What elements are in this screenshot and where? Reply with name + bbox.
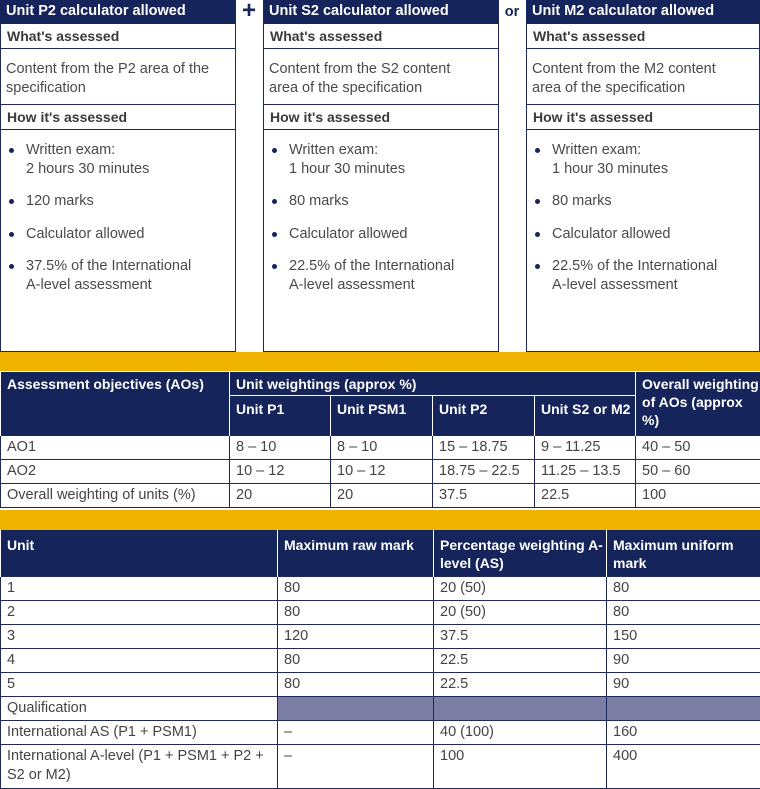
- ao-row: [1, 460, 760, 484]
- weight-line-1: 22.5% of the International: [289, 257, 454, 276]
- marks-table: [0, 530, 760, 789]
- bullet-icon: [535, 199, 540, 204]
- divider: [264, 104, 498, 105]
- bullet-icon: [535, 232, 540, 237]
- divider: [264, 48, 498, 49]
- how-assessed-label: How it's assessed: [270, 109, 390, 125]
- weight-line-1: 22.5% of the International: [552, 257, 717, 276]
- content-line-1: Content from the P2 area of the: [6, 60, 209, 79]
- unit-row: [1, 624, 760, 648]
- subheader-p2: Unit P2: [433, 396, 535, 436]
- divider: [1, 104, 235, 105]
- divider: [527, 104, 759, 105]
- unit-cell: 4: [1, 648, 278, 672]
- unit-cell: 80: [278, 648, 434, 672]
- divider: [1, 48, 235, 49]
- unit-card: [263, 24, 499, 352]
- unit-cell: 80: [278, 672, 434, 696]
- exam-line-1: Written exam:: [552, 141, 641, 160]
- qualification-detail-row: [1, 720, 760, 744]
- exam-line-2: 1 hour 30 minutes: [552, 160, 668, 179]
- ao-cell: 11.25 – 13.5: [535, 460, 636, 484]
- exam-line-2: 1 hour 30 minutes: [289, 160, 405, 179]
- unit-row: [1, 600, 760, 624]
- header-unit: Unit: [1, 530, 278, 576]
- unit-cell: 2: [1, 600, 278, 624]
- weightings-header: Unit weightings (approx %): [230, 372, 636, 396]
- weight-line-2: A-level assessment: [552, 276, 678, 295]
- ao-cell: 20: [230, 484, 331, 508]
- unit-cell: 1: [1, 576, 278, 600]
- exam-line-1: Written exam:: [26, 141, 115, 160]
- qualification-label: Qualification: [1, 696, 278, 720]
- qualification-cell: 400: [607, 744, 760, 788]
- ao-header: Assessment objectives (AOs): [1, 372, 230, 436]
- how-assessed-label: How it's assessed: [7, 109, 127, 125]
- bullet-icon: [272, 148, 277, 153]
- divider: [1, 129, 235, 130]
- unit-cell: 80: [607, 600, 760, 624]
- bullet-icon: [272, 264, 277, 269]
- ao-cell: 10 – 12: [230, 460, 331, 484]
- bullet-icon: [9, 264, 14, 269]
- ao-cell: 10 – 12: [331, 460, 433, 484]
- unit-cell: 20 (50): [434, 576, 607, 600]
- calculator-text: Calculator allowed: [289, 225, 407, 244]
- unit-card: [526, 24, 760, 352]
- qualification-cell: 100: [434, 744, 607, 788]
- content-line-2: specification: [6, 79, 86, 98]
- unit-cell: 22.5: [434, 648, 607, 672]
- ao-cell: 50 – 60: [636, 460, 760, 484]
- ao-cell: 18.75 – 22.5: [433, 460, 535, 484]
- unit-cell: 80: [607, 576, 760, 600]
- how-assessed-label: How it's assessed: [533, 109, 653, 125]
- unit-row: [1, 576, 760, 600]
- qualification-cell: –: [278, 720, 434, 744]
- header-max-raw: Maximum raw mark: [278, 530, 434, 576]
- qualification-cell: International AS (P1 + PSM1): [1, 720, 278, 744]
- ao-cell: 40 – 50: [636, 436, 760, 460]
- weight-line-2: A-level assessment: [26, 276, 152, 295]
- unit-card: [0, 24, 236, 352]
- or-symbol: or: [499, 2, 525, 22]
- unit-cell: 20 (50): [434, 600, 607, 624]
- divider-band-2: [0, 510, 760, 530]
- card-title: Unit M2 calculator allowed: [526, 0, 760, 24]
- exam-line-2: 2 hours 30 minutes: [26, 160, 149, 179]
- ao-cell: AO1: [1, 436, 230, 460]
- ao-cell: AO2: [1, 460, 230, 484]
- ao-row: [1, 436, 760, 460]
- qualification-cell: –: [278, 744, 434, 788]
- marks-text: 120 marks: [26, 192, 94, 211]
- unit-cell: 90: [607, 672, 760, 696]
- qualification-shaded-cell: [434, 696, 607, 720]
- qualification-shaded-cell: [607, 696, 760, 720]
- bullet-icon: [272, 232, 277, 237]
- unit-row: [1, 672, 760, 696]
- unit-cell: 3: [1, 624, 278, 648]
- header-max-uniform: Maximum uniform mark: [607, 530, 760, 576]
- subheader-s2-m2: Unit S2 or M2: [535, 396, 636, 436]
- divider: [264, 129, 498, 130]
- ao-cell: 37.5: [433, 484, 535, 508]
- unit-row: [1, 648, 760, 672]
- bullet-icon: [9, 199, 14, 204]
- unit-cell: 5: [1, 672, 278, 696]
- ao-table: [0, 371, 760, 508]
- ao-cell: 20: [331, 484, 433, 508]
- ao-cell: 100: [636, 484, 760, 508]
- qualification-cell: 40 (100): [434, 720, 607, 744]
- marks-text: 80 marks: [289, 192, 349, 211]
- whats-assessed-label: What's assessed: [533, 28, 645, 44]
- ao-cell: 8 – 10: [331, 436, 433, 460]
- subheader-psm1: Unit PSM1: [331, 396, 433, 436]
- weight-line-2: A-level assessment: [289, 276, 415, 295]
- overall-header: Overall weighting of AOs (approx %): [636, 372, 760, 436]
- weight-line-1: 37.5% of the International: [26, 257, 191, 276]
- qualification-row: [1, 696, 760, 720]
- card-title: Unit S2 calculator allowed: [263, 0, 499, 24]
- ao-cell: 9 – 11.25: [535, 436, 636, 460]
- unit-cell: 22.5: [434, 672, 607, 696]
- qualification-cell: International A-level (P1 + PSM1 + P2 + S2 or M2): [1, 744, 278, 788]
- bullet-icon: [535, 264, 540, 269]
- bullet-icon: [9, 148, 14, 153]
- unit-cell: 80: [278, 576, 434, 600]
- qualification-cell: 160: [607, 720, 760, 744]
- ao-cell: 15 – 18.75: [433, 436, 535, 460]
- content-line-2: area of the specification: [269, 79, 422, 98]
- qualification-detail-row: [1, 744, 760, 788]
- unit-cell: 120: [278, 624, 434, 648]
- header-percentage: Percentage weighting A-level (AS): [434, 530, 607, 576]
- ao-cell: 8 – 10: [230, 436, 331, 460]
- whats-assessed-label: What's assessed: [270, 28, 382, 44]
- qualification-shaded-cell: [278, 696, 434, 720]
- divider: [527, 129, 759, 130]
- card-title: Unit P2 calculator allowed: [0, 0, 236, 24]
- calculator-text: Calculator allowed: [552, 225, 670, 244]
- unit-cell: 150: [607, 624, 760, 648]
- bullet-icon: [272, 199, 277, 204]
- marks-text: 80 marks: [552, 192, 612, 211]
- divider: [527, 48, 759, 49]
- subheader-p1: Unit P1: [230, 396, 331, 436]
- plus-symbol: +: [236, 0, 262, 24]
- content-line-1: Content from the S2 content: [269, 60, 450, 79]
- ao-row: [1, 484, 760, 508]
- whats-assessed-label: What's assessed: [7, 28, 119, 44]
- unit-cell: 80: [278, 600, 434, 624]
- exam-line-1: Written exam:: [289, 141, 378, 160]
- bullet-icon: [535, 148, 540, 153]
- divider-band-1: [0, 352, 760, 371]
- calculator-text: Calculator allowed: [26, 225, 144, 244]
- unit-cell: 37.5: [434, 624, 607, 648]
- ao-cell: Overall weighting of units (%): [1, 484, 230, 508]
- content-line-1: Content from the M2 content: [532, 60, 716, 79]
- ao-cell: 22.5: [535, 484, 636, 508]
- unit-cell: 90: [607, 648, 760, 672]
- content-line-2: area of the specification: [532, 79, 685, 98]
- bullet-icon: [9, 232, 14, 237]
